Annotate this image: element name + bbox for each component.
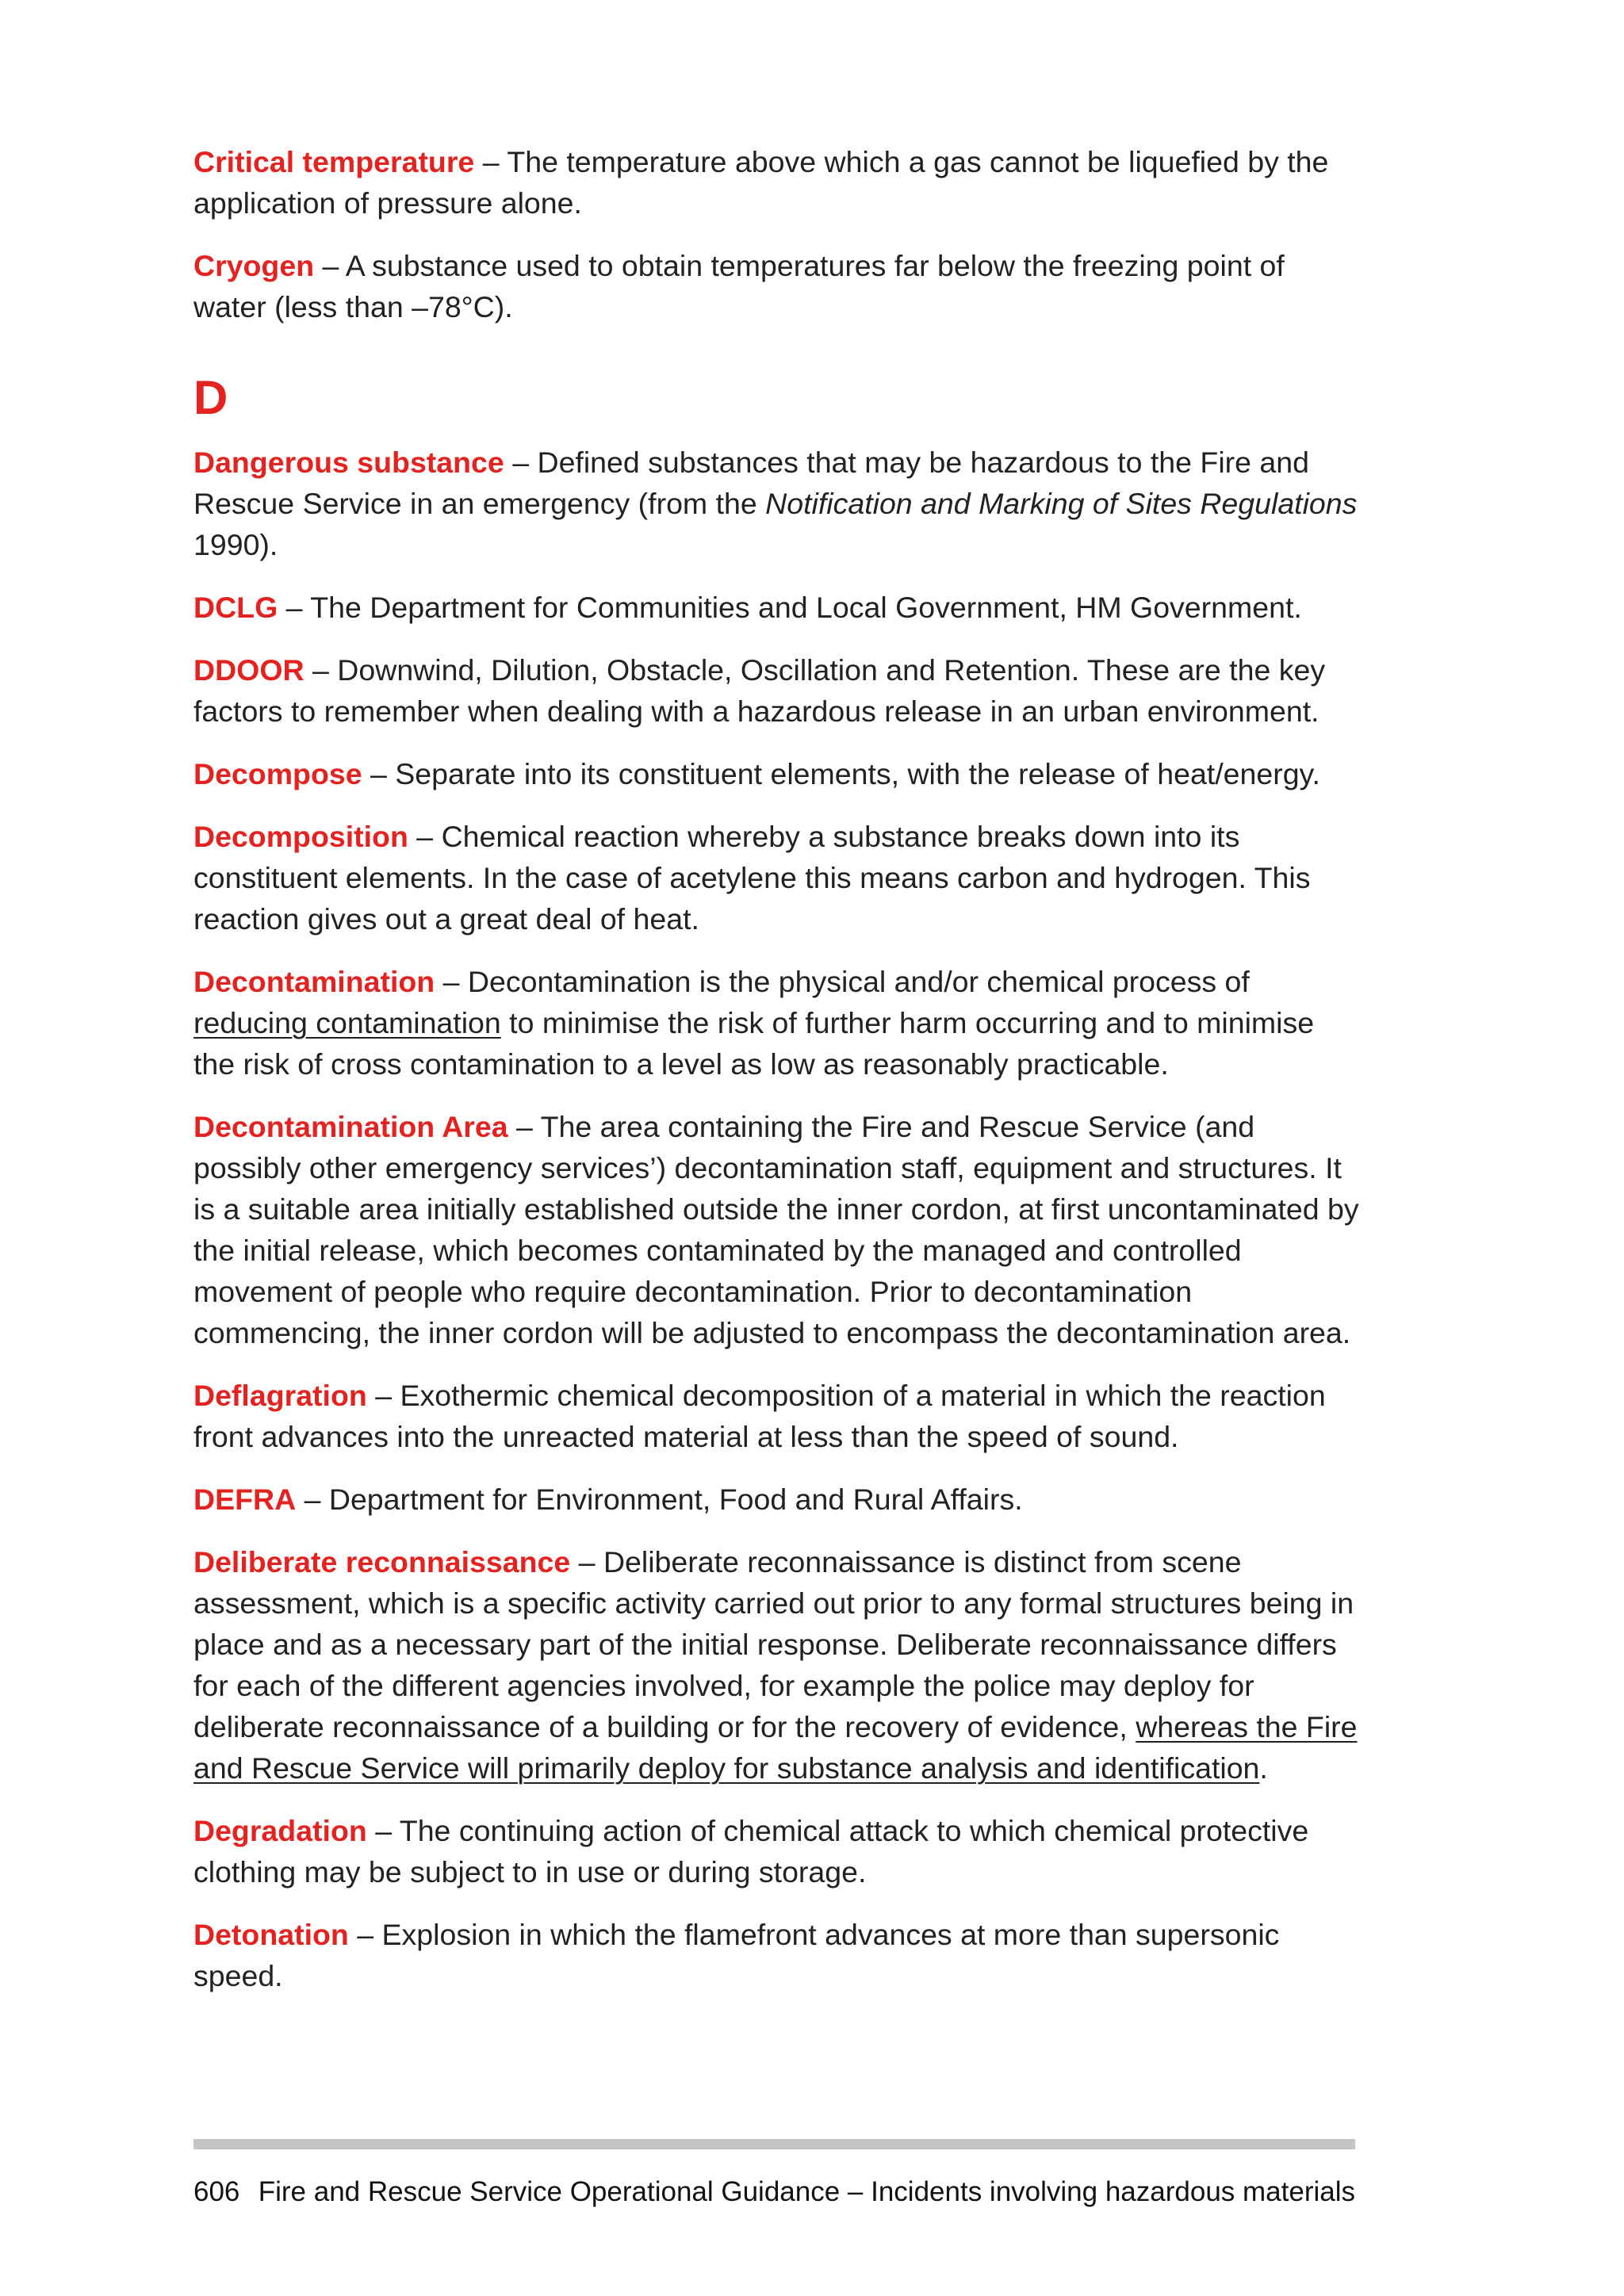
term-separator: – — [296, 1483, 329, 1516]
glossary-definition: Defined substances that may be hazardous to the Fire and Rescue Service in an emergency (from the — [193, 446, 1309, 520]
glossary-term: Dangerous substance — [193, 446, 504, 479]
term-separator: – — [504, 446, 538, 479]
glossary-definition: The area containing the Fire and Rescue Service (and possibly other emergency services’) decontamination staff, equipment and structures. It is a suitable area initially established outside the inner cordon, at first uncontaminated by the initial release, which becomes contaminated by the managed and controlled movement of people who require decontamination. Prior to decontamination commencing, the inner cordon will be adjusted to encompass the decontamination area. — [193, 1110, 1359, 1349]
glossary-entry-ddoor — [193, 649, 1359, 732]
term-separator: – — [435, 965, 468, 998]
glossary-entry-decontamination — [193, 961, 1359, 1085]
glossary-term: DDOOR — [193, 653, 304, 687]
glossary-definition: Decontamination is the physical and/or chemical process of — [467, 965, 1250, 998]
glossary-term: Deflagration — [193, 1379, 367, 1412]
glossary-definition-end: . — [1259, 1751, 1268, 1785]
term-separator: – — [348, 1918, 382, 1951]
glossary-definition: Exothermic chemical decomposition of a material in which the reaction front advances into the unreacted material at less than the speed of sound. — [193, 1379, 1326, 1453]
term-separator: – — [508, 1110, 541, 1143]
glossary-term: Detonation — [193, 1918, 349, 1951]
glossary-definition: A substance used to obtain temperatures far below the freezing point of water (less than –78°C). — [193, 249, 1285, 323]
term-separator: – — [362, 757, 396, 790]
glossary-entry-deliberate-reconnaissance — [193, 1541, 1359, 1789]
glossary-term: Deliberate reconnaissance — [193, 1545, 571, 1578]
glossary-entry-dangerous-substance — [193, 442, 1359, 565]
glossary-definition-end: to minimise the risk of further harm occurring and to minimise the risk of cross contamination to a level as low as reasonably practicable. — [193, 1006, 1315, 1081]
glossary-definition: Downwind, Dilution, Obstacle, Oscillation and Retention. These are the key factors to remember when dealing with a hazardous release in an urban environment. — [193, 653, 1326, 728]
glossary-term: Decontamination — [193, 965, 435, 998]
glossary-entry-decompose — [193, 753, 1359, 794]
glossary-term: DEFRA — [193, 1483, 297, 1516]
page-footer — [193, 2173, 1355, 2211]
glossary-entry-decontamination-area — [193, 1106, 1359, 1353]
glossary-entry-defra — [193, 1479, 1359, 1520]
footer-divider — [193, 2139, 1355, 2149]
glossary-definition: The Department for Communities and Local Government, HM Government. — [310, 591, 1302, 624]
term-separator: – — [366, 1814, 400, 1847]
glossary-entry-decomposition — [193, 816, 1359, 939]
glossary-term: Degradation — [193, 1814, 367, 1847]
page-number: 606 — [193, 2176, 240, 2207]
term-separator: – — [408, 820, 442, 853]
glossary-definition: Separate into its constituent elements, with the release of heat/energy. — [395, 757, 1320, 790]
glossary-entry-dclg — [193, 587, 1359, 628]
glossary-entry-degradation — [193, 1810, 1359, 1892]
glossary-definition: Deliberate reconnaissance is distinct from scene assessment, which is a specific activity carried out prior to any formal structures being in place and as a necessary part of the initial response. Deliberate reconnaissance differs for each of the different agencies involved, for example the police may deploy for deliberate reconnaissance of a building or for the recovery of evidence, — [193, 1545, 1354, 1743]
glossary-entry-deflagration — [193, 1375, 1359, 1457]
glossary-page — [193, 141, 1359, 2018]
document-title: Fire and Rescue Service Operational Guidance – Incidents involving hazardous materials — [258, 2176, 1355, 2207]
glossary-entry-detonation — [193, 1914, 1359, 1996]
cross-reference-link[interactable]: whereas the Fire and Rescue Service will primarily deploy for substance analysis and identification — [193, 1710, 1358, 1785]
regulation-title: Notification and Marking of Sites Regulations — [765, 487, 1358, 520]
term-separator: – — [278, 591, 311, 624]
glossary-definition: The temperature above which a gas cannot be liquefied by the application of pressure alone. — [193, 145, 1329, 220]
glossary-term: Decompose — [193, 757, 362, 790]
glossary-definition: The continuing action of chemical attack to which chemical protective clothing may be subject to in use or during storage. — [193, 1814, 1309, 1888]
glossary-entry-cryogen — [193, 245, 1359, 327]
glossary-term: Cryogen — [193, 249, 315, 282]
glossary-definition: Department for Environment, Food and Rural Affairs. — [328, 1483, 1023, 1516]
term-separator: – — [314, 249, 346, 282]
glossary-term: Critical temperature — [193, 145, 475, 178]
glossary-term: DCLG — [193, 591, 278, 624]
glossary-entry-critical-temperature — [193, 141, 1359, 224]
cross-reference-link[interactable]: reducing contamination — [193, 1006, 501, 1039]
term-separator: – — [570, 1545, 603, 1578]
glossary-term: Decomposition — [193, 820, 408, 853]
section-letter-heading: D — [193, 371, 228, 424]
term-separator: – — [366, 1379, 400, 1412]
term-separator: – — [304, 653, 338, 687]
term-separator: – — [474, 145, 508, 178]
glossary-term: Decontamination Area — [193, 1110, 508, 1143]
glossary-definition: Explosion in which the flamefront advances at more than supersonic speed. — [193, 1918, 1280, 1992]
glossary-definition-end: 1990). — [193, 528, 278, 561]
glossary-definition: Chemical reaction whereby a substance breaks down into its constituent elements. In the case of acetylene this means carbon and hydrogen. This reaction gives out a great deal of heat. — [193, 820, 1311, 936]
